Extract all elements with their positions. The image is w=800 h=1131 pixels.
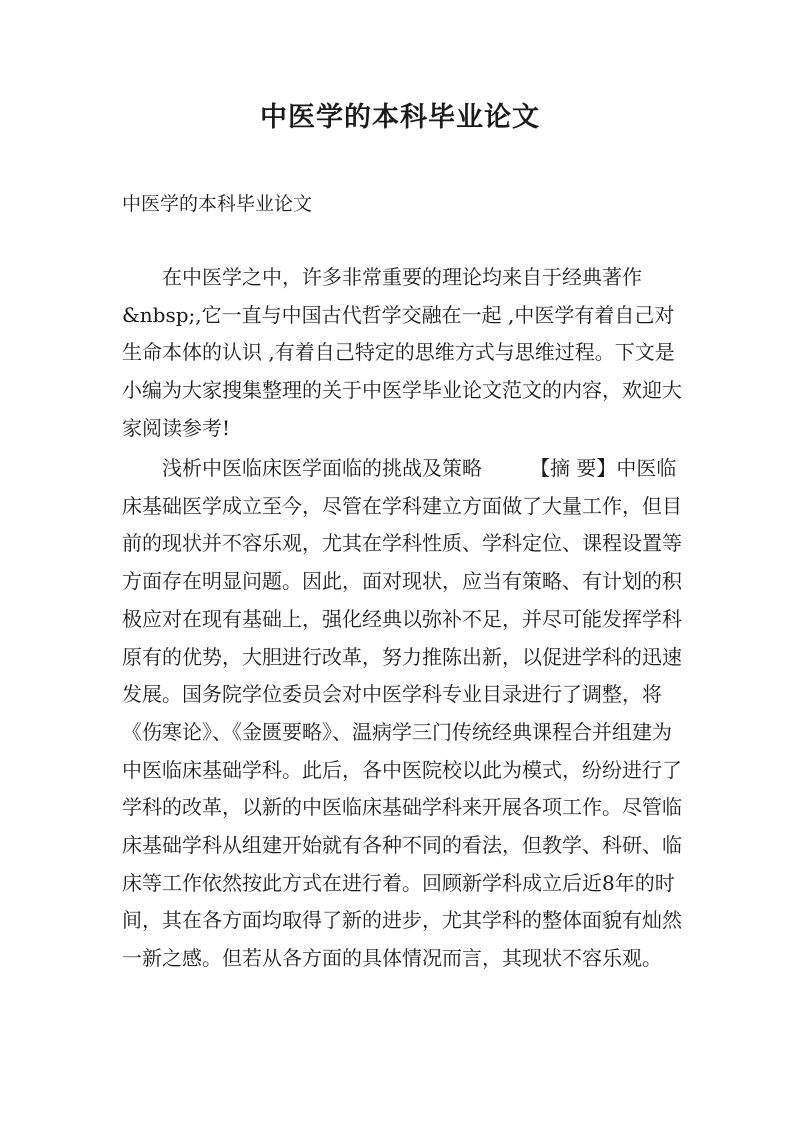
section-heading: 浅析中医临床医学面临的挑战及策略 [162, 456, 482, 480]
section-body: 【摘 要】中医临床基础医学成立至今，尽管在学科建立方面做了大量工作，但目前的现状并不容乐观，尤其在学科性质、学科定位、课程设置等方面存在明显问题。因此，面对现状，应当有策略、有计划的积极应对在现有基础上，强化经典以弥补不足，并尽可能发挥学科原有的优势，大胆进行改革，努力推陈出新，以促进学科的迅速发展。国务院学位委员会对中医学科专业目录进行了调整，将《伤寒论》、《金匮要略》、温病学三门传统经典课程合并组建为中医临床基础学科。此后，各中医院校以此为模式，纷纷进行了学科的改革，以新的中医临床基础学科来开展各项工作。尽管临床基础学科从组建开始就有各种不同的看法，但教学、科研、临床等工作依然按此方式在进行着。回顾新学科成立后近8年的时间，其在各方面均取得了新的进步，尤其学科的整体面貌有灿然一新之感。但若从各方面的具体情况而言，其现状不容乐观。 [122, 456, 682, 971]
document-subtitle: 中医学的本科毕业论文 [122, 193, 313, 215]
intro-paragraph: 在中医学之中，许多非常重要的理论均来自于经典著作&nbsp;,它一直与中国古代哲学交融在一起 ,中医学有着自己对生命本体的认识 ,有着自己特定的思维方式与思维过程。下文是小编为大家搜集整理的关于中医学毕业论文范文的内容，欢迎大家阅读参考! [122, 265, 682, 440]
section-paragraph [122, 450, 682, 978]
document-title: 中医学的本科毕业论文 [260, 102, 540, 133]
